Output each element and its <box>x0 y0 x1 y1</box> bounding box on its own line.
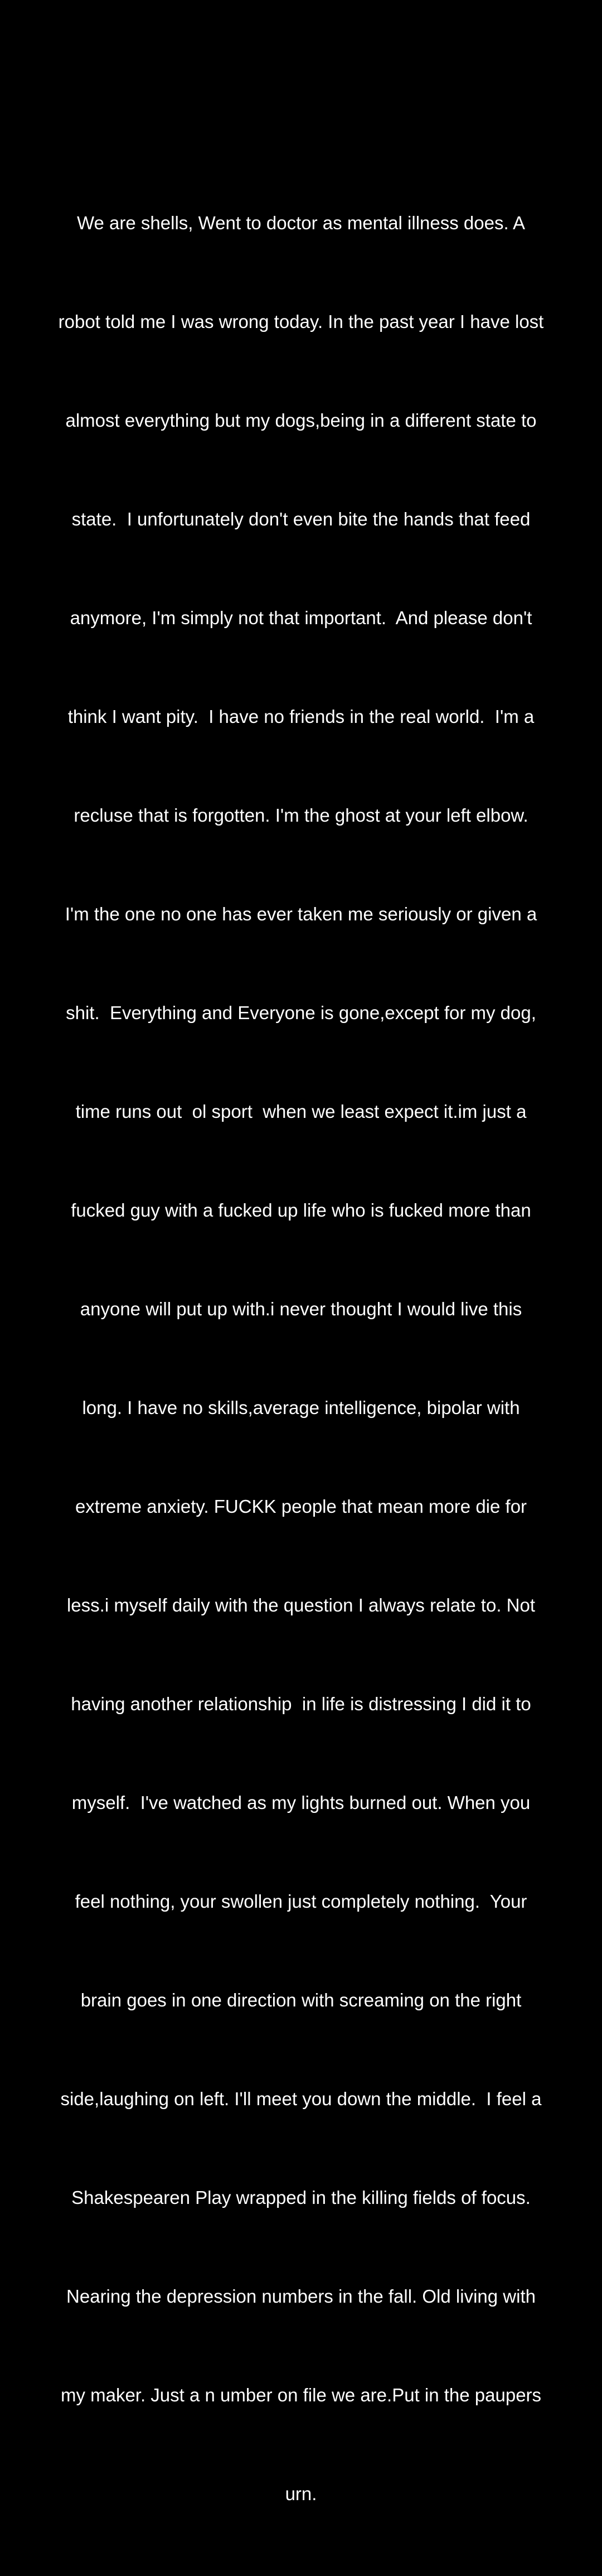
post-text-line: Nearing the depression numbers in the fall. Old living with <box>66 2286 536 2307</box>
post-text-line: having another relationship in life is distressing I did it to <box>71 1694 531 1714</box>
post-text-line: robot told me I was wrong today. In the past year I have lost <box>58 311 544 332</box>
post-text-line: recluse that is forgotten. I'm the ghost at your left elbow. <box>74 805 528 826</box>
post-text-line: We are shells, Went to doctor as mental illness does. A <box>76 213 525 233</box>
post-text-line: brain goes in one direction with screaming on the right <box>80 1990 522 2010</box>
post-text-line: extreme anxiety. FUCKK people that mean more die for <box>75 1496 527 1517</box>
post-text <box>33 141 569 2576</box>
post-text-line: almost everything but my dogs,being in a different state to <box>65 410 537 431</box>
post-text-line: less.i myself daily with the question I always relate to. Not <box>66 1595 536 1615</box>
post-text-line: my maker. Just a n umber on file we are.Put in the paupers <box>60 2385 542 2405</box>
post-text-line: feel nothing, your swollen just completely nothing. Your <box>75 1891 527 1912</box>
post-text-line: shit. Everything and Everyone is gone,except for my dog, <box>66 1002 536 1023</box>
post-text-line: state. I unfortunately don't even bite the hands that feed <box>71 509 531 529</box>
post-text-line: time runs out ol sport when we least expect it.im just a <box>75 1101 527 1122</box>
post-text-line: myself. I've watched as my lights burned out. When you <box>71 1792 531 1813</box>
post-text-line: fucked guy with a fucked up life who is fucked more than <box>71 1200 531 1221</box>
post-text-line: Shakespearen Play wrapped in the killing fields of focus. <box>71 2187 531 2208</box>
post-text-line: side,laughing on left. I'll meet you down the middle. I feel a <box>60 2088 542 2109</box>
post-text-line: anyone will put up with.i never thought I would live this <box>80 1299 522 1319</box>
post-text-line: I'm the one no one has ever taken me seriously or given a <box>65 904 537 924</box>
post-text-line: long. I have no skills,average intelligence, bipolar with <box>82 1397 520 1418</box>
post-text-line: anymore, I'm simply not that important. And please don't <box>70 607 532 628</box>
post-text-line: urn. <box>285 2483 317 2504</box>
post-text-line: think I want pity. I have no friends in the real world. I'm a <box>67 706 535 727</box>
